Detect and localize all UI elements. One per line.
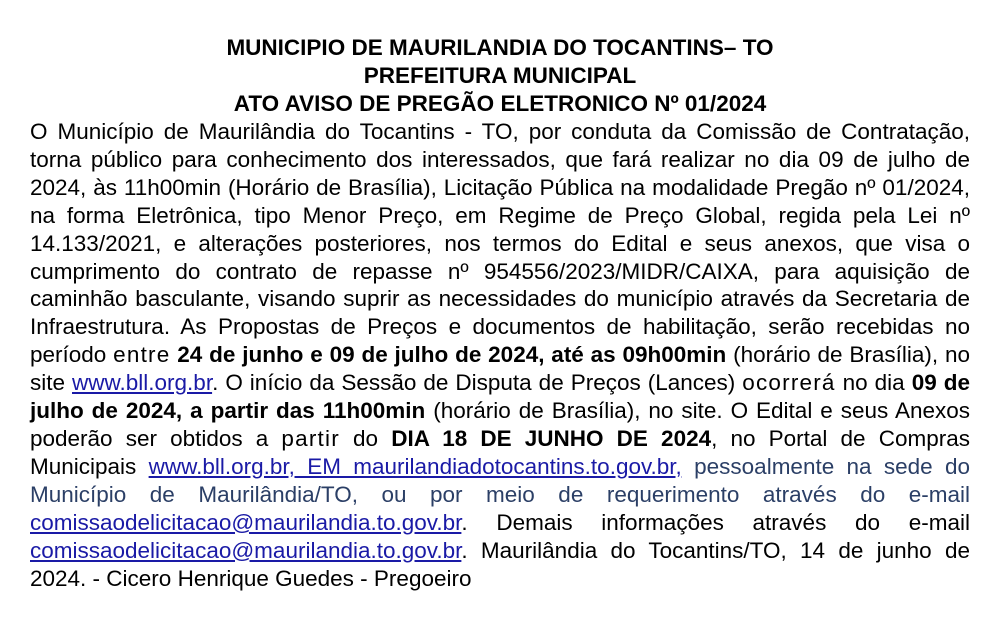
body-text-1: O Município de Maurilândia do Tocantins - TO, por conduta da Comissão de Contratação, torna público para conhecimento dos interessados, que fará realizar no dia 09 de julho de 2024, às 11h00min (Horário de Brasília), Licitação Pública na modalidade Pregão nº 01/2024, na forma Eletrônica, tipo Menor Preço, em Regime de Preço Global, regida pela Lei nº 14.133/2021, e alterações posteriores, nos termos do Edital e seus anexos, que visa o cumprimento do contrato de repasse nº 954556/2023/MIDR/CAIXA, para aquisição de caminhão basculante, visando suprir as necessidades do município através da Secretaria de Infraestrutura. As Propostas de Preços e documentos de habilitação, serão recebidas no período: [30, 119, 970, 368]
body-text-3: . O início da Sessão de Disputa de Preços (Lances): [212, 370, 736, 396]
notice-body: [30, 118, 970, 592]
body-text-entre: entre: [113, 342, 171, 368]
body-bold-session: 09 de julho de 2024, a partir das 11h00min: [30, 370, 970, 424]
body-text-4: no dia: [842, 370, 905, 396]
portal-links[interactable]: www.bll.org.br, EM maurilandiadotocantins.to.gov.br,: [148, 453, 682, 479]
body-text-partir: partir: [281, 425, 340, 451]
body-text-9: . Demais informações através do e-mail: [461, 509, 970, 535]
notice-document: [30, 34, 970, 592]
body-text-7: , no Portal de Compras Municipais: [30, 425, 970, 479]
bll-link[interactable]: www.bll.org.br: [72, 370, 213, 396]
body-text-5: (horário de Brasília), no site. O Edital e seus Anexos poderão ser obtidos a: [30, 398, 970, 451]
header-municipality: MUNICIPIO DE MAURILANDIA DO TOCANTINS– TO: [226, 35, 774, 60]
header-prefecture: PREFEITURA MUNICIPAL: [363, 63, 637, 88]
email-link-1[interactable]: comissaodelicitacao@maurilandia.to.gov.br: [30, 509, 462, 535]
header-notice-title: ATO AVISO DE PREGÃO ELETRONICO Nº 01/2024: [233, 91, 767, 116]
body-text-2: (horário de Brasília), no site: [30, 342, 970, 396]
email-link-2[interactable]: comissaodelicitacao@maurilandia.to.gov.br: [30, 537, 462, 563]
body-text-6: do: [353, 425, 379, 451]
body-bold-dates: 24 de junho e 09 de julho de 2024, até as 09h00min: [177, 342, 727, 368]
body-text-8: pessoalmente na sede do Município de Maurilândia/TO, ou por meio de requerimento através do e-mail: [30, 453, 970, 507]
body-text-ocorrera: ocorrerá: [742, 370, 836, 396]
body-text-10: . Maurilândia do Tocantins/TO, 14 de junho de 2024. - Cicero Henrique Guedes - Pregoeiro: [30, 537, 970, 591]
body-bold-edital-date: DIA 18 DE JUNHO DE 2024: [391, 425, 712, 451]
